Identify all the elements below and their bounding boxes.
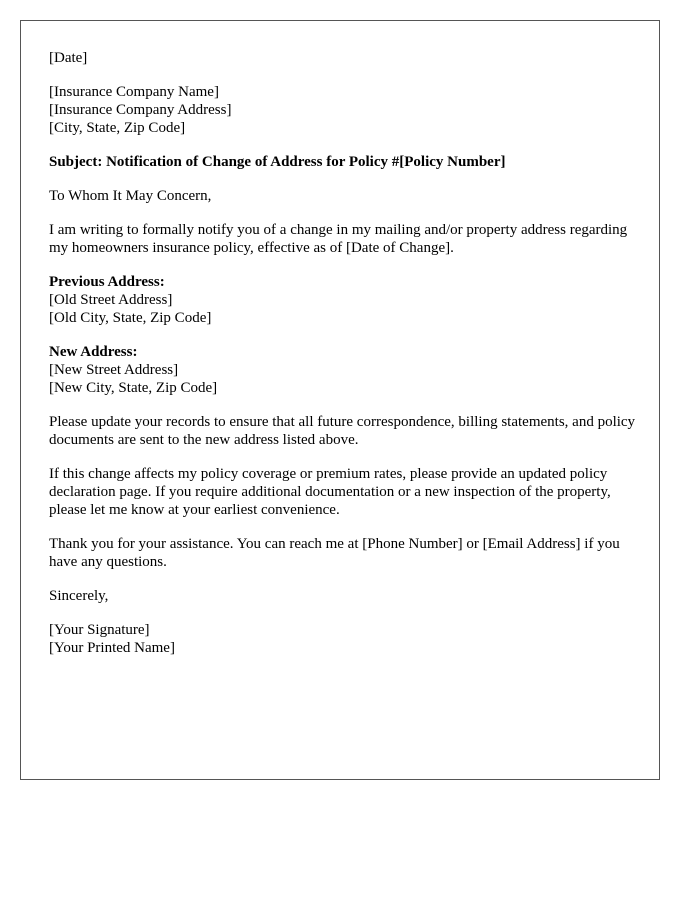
new-address-block (49, 343, 639, 397)
new-address-street: [New Street Address] (49, 362, 179, 378)
salutation: To Whom It May Concern, (49, 188, 212, 204)
signature-block (49, 621, 639, 657)
letter-date: [Date] (49, 50, 88, 66)
recipient-company-name: [Insurance Company Name] (49, 84, 219, 100)
previous-address-block (49, 273, 639, 327)
previous-address-city-state-zip: [Old City, State, Zip Code] (49, 310, 212, 326)
subject-line: Subject: Notification of Change of Address for Policy #[Policy Number] (49, 154, 506, 170)
date-block (49, 49, 639, 67)
recipient-company-address: [Insurance Company Address] (49, 102, 232, 118)
subject-block (49, 153, 639, 171)
new-address-city-state-zip: [New City, State, Zip Code] (49, 380, 218, 396)
update-request-paragraph: Please update your records to ensure that all future correspondence, billing statements, and policy documents are sent to the new address listed above. (49, 414, 636, 448)
coverage-note-paragraph: If this change affects my policy coverage or premium rates, please provide an updated policy declaration page. If you require additional documentation or a new inspection of the property, please let me know at your earliest convenience. (49, 466, 611, 518)
closing: Sincerely, (49, 588, 109, 604)
intro-paragraph: I am writing to formally notify you of a change in my mailing and/or property address regarding my homeowners insurance policy, effective as of [Date of Change]. (49, 222, 628, 256)
letter-page (20, 20, 660, 780)
previous-address-street: [Old Street Address] (49, 292, 173, 308)
recipient-block (49, 83, 639, 137)
recipient-city-state-zip: [City, State, Zip Code] (49, 120, 186, 136)
letter-body (49, 49, 639, 673)
thanks-paragraph: Thank you for your assistance. You can reach me at [Phone Number] or [Email Address] if you have any questions. (49, 536, 620, 570)
printed-name-placeholder: [Your Printed Name] (49, 640, 175, 656)
previous-address-heading: Previous Address: (49, 274, 165, 290)
signature-placeholder: [Your Signature] (49, 622, 150, 638)
new-address-heading: New Address: (49, 344, 138, 360)
